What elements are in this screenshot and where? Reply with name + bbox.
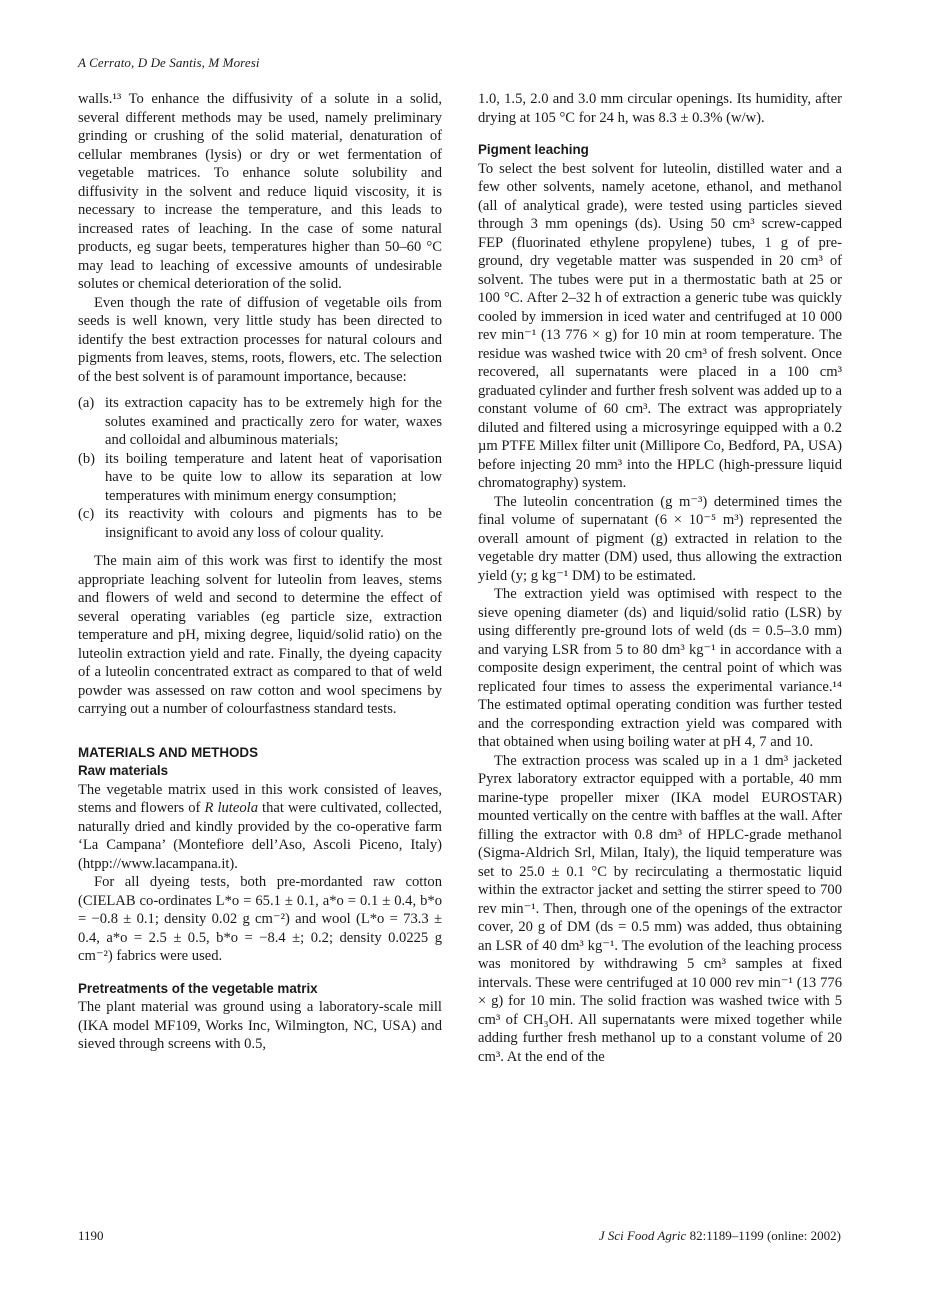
- subheading-pretreatments: Pretreatments of the vegetable matrix: [78, 980, 318, 996]
- leaching-paragraph-4: The extraction process was scaled up in a 1 dm³ jacketed Pyrex laboratory extractor equipped with a portable, 40 mm marine-type propeller mixer (IKA model EUROSTAR) mounted vertically on the centre with baffles at the wall. After filling the extractor with 0.8 dm³ of HPLC-grade methanol (Sigma-Aldrich Srl, Milan, Italy), the liquid temperature was set to 25.0 ± 0.1 °C by recirculating a thermostatic liquid within the extractor jacket and setting the stirrer speed to 700 rev min⁻¹. Then, through one of the openings of the extractor cover, 20 g of DM (ds = 0.5 mm) was added, thus obtaining an LSR of 40 dm³ kg⁻¹. The evolution of the leaching process was monitored by withdrawing 5 cm³ samples at fixed intervals. These were centrifuged at 10 000 rev min⁻¹ (13 776 × g) for 10 min. The solid fraction was washed twice with 5 cm³ of CH₃OH. All supernatants were mixed together while adding further fresh methanol up to a constant volume of 20 cm³. At the end of the: [478, 752, 842, 1065]
- list-item-text: its extraction capacity has to be extremely high for the solutes examined and practically zero for water, waxes and colloidal and albuminous materials;: [105, 395, 442, 448]
- leaching-paragraph-1: To select the best solvent for luteolin, distilled water and a few other solvents, namely acetone, ethanol, and methanol (all of analytical grade), were tested using particles sieved through 3 mm openings (ds). Using 50 cm³ screw-capped FEP (fluorinated ethylene propylene) tubes, 1 g of pre-ground, dry vegetable matter was suspended in 20 cm³ of solvent. The tubes were put in a thermostatic bath at 25 or 100 °C. After 2–32 h of extraction a generic tube was quickly cooled by immersion in iced water and centrifuged at 10 000 rev min⁻¹ (13 776 × g) for 10 min at room temperature. The residue was washed twice with 20 cm³ of fresh solvent. Once recovered, all supernatants were placed in a 100 cm³ graduated cylinder and further fresh solvent was added up to a constant volume of 60 cm³. The extract was appropriately diluted and filtered using a microsyringe equipped with a 0.2 µm PTFE Millex filter unit (Millipore Co, Bedford, PA, USA) before injecting 20 mm³ into the HPLC (high-pressure liquid chromatography) system.: [478, 160, 842, 491]
- species-name: R luteola: [204, 800, 258, 816]
- running-head-authors: A Cerrato, D De Santis, M Moresi: [78, 55, 260, 70]
- pretreatments-continued: 1.0, 1.5, 2.0 and 3.0 mm circular openings. Its humidity, after drying at 105 °C for 24 h, was 8.3 ± 0.3% (w/w).: [478, 91, 842, 126]
- raw-materials-paragraph-1: [78, 781, 442, 874]
- list-marker: (b): [78, 450, 96, 467]
- leaching-paragraph-2: The luteolin concentration (g m⁻³) determined times the final volume of supernatant (6 × 10⁻⁵ m³) represented the overall amount of pigment (g) extracted in relation to the vegetable dry matter (DM) used, thus allowing the extraction yield (y; g kg⁻¹ DM) to be estimated.: [478, 493, 842, 584]
- text-run: The vegetable matrix used in this work consisted of leaves, stems and flowers of: [78, 781, 442, 816]
- journal-citation: [599, 1228, 841, 1244]
- list-item-text: its boiling temperature and latent heat of vaporisation have to be quite low to allow its separation at low temperatures with minimum energy consumption;: [105, 450, 442, 504]
- journal-name: J Sci Food Agric: [598, 1228, 687, 1243]
- page-number: 1190: [78, 1228, 104, 1243]
- raw-materials-paragraph-2: For all dyeing tests, both pre-mordanted raw cotton (CIELAB co-ordinates L*o = 65.1 ± 0.1, a*o = 0.1 ± 0.4, b*o = −0.8 ± 0.1; density 0.02 g cm⁻²) and wool (L*o = 73.3 ± 0.4, a*o = 2.5 ± 0.5, b*o = −8.4 ±; 0.2; density 0.0225 g cm⁻²) fabrics were used.: [78, 874, 442, 964]
- solvent-criteria-list: [78, 394, 442, 542]
- right-column: [478, 90, 842, 1066]
- intro-paragraph-1: walls.¹³ To enhance the diffusivity of a solute in a solid, several different methods may be used, namely preliminary grinding or crushing of the solid material, denaturation of cellular membranes (lysis) or dry or wet fermentation of vegetable matrices. To enhance solute solubility and diffusivity in the solvent and reduce liquid viscosity, it is necessary to increase the temperature, and this leads to increased rates of leaching. In the case of some natural products, eg sugar beets, temperatures higher than 50–60 °C may lead to leaching of excessive amounts of undesirable solutes or chemical deterioration of the solid.: [78, 91, 442, 292]
- intro-paragraph-3: The main aim of this work was first to identify the most appropriate leaching solvent for luteolin from leaves, stems and flowers of weld and second to determine the effect of several operating variables (eg particle size, extraction temperature and pH, mixing degree, liquid/solid ratio) on the luteolin extraction yield and rate. Finally, the dyeing capacity of a luteolin concentrated extract as compared to that of weld powder was assessed on raw cotton and wool specimens by carrying out a number of colourfastness standard tests.: [78, 553, 442, 717]
- list-item: [78, 505, 442, 542]
- pretreatments-paragraph: The plant material was ground using a laboratory-scale mill (IKA model MF109, Works Inc, Wilmington, NC, USA) and sieved through screens with 0.5,: [78, 999, 442, 1052]
- intro-paragraph-2: Even though the rate of diffusion of vegetable oils from seeds is well known, very little study has been directed to identify the best extraction processes for natural colours and pigments from leaves, stems, roots, flowers, etc. The selection of the best solvent is of paramount importance, because:: [78, 294, 442, 385]
- leaching-paragraph-3: The extraction yield was optimised with respect to the sieve opening diameter (ds) and liquid/solid ratio (LSR) by using differently pre-ground lots of weld (ds = 0.5–3.0 mm) and varying LSR from 5 to 80 dm³ kg⁻¹ in accordance with a composite design experiment, the central point of which was replicated four times to assess the experimental variance.¹⁴ The estimated optimal operating condition was further tested and the corresponding extraction yield was compared with that obtained when using boiling water at pH 4, 7 and 10.: [478, 586, 842, 750]
- list-item-text: its reactivity with colours and pigments has to be insignificant to avoid any loss of colour quality.: [105, 506, 442, 541]
- list-item: [78, 394, 442, 450]
- left-column: [78, 90, 442, 1054]
- citation-details: 82:1189–1199 (online: 2002): [686, 1228, 841, 1243]
- list-marker: (a): [78, 395, 95, 411]
- subheading-raw-materials: Raw materials: [78, 763, 169, 778]
- subheading-pigment-leaching: Pigment leaching: [478, 142, 589, 157]
- list-item: [78, 450, 442, 506]
- list-marker: (c): [78, 506, 95, 522]
- text-run: that were cultivated, collected, naturally dried and kindly provided by the co-operative farm ‘La Campana’ (Montefiore dell’Aso, Ascoli Piceno, Italy) (htpp://www.lacampana.it).: [78, 800, 442, 872]
- section-heading-materials-methods: MATERIALS AND METHODS: [78, 744, 259, 760]
